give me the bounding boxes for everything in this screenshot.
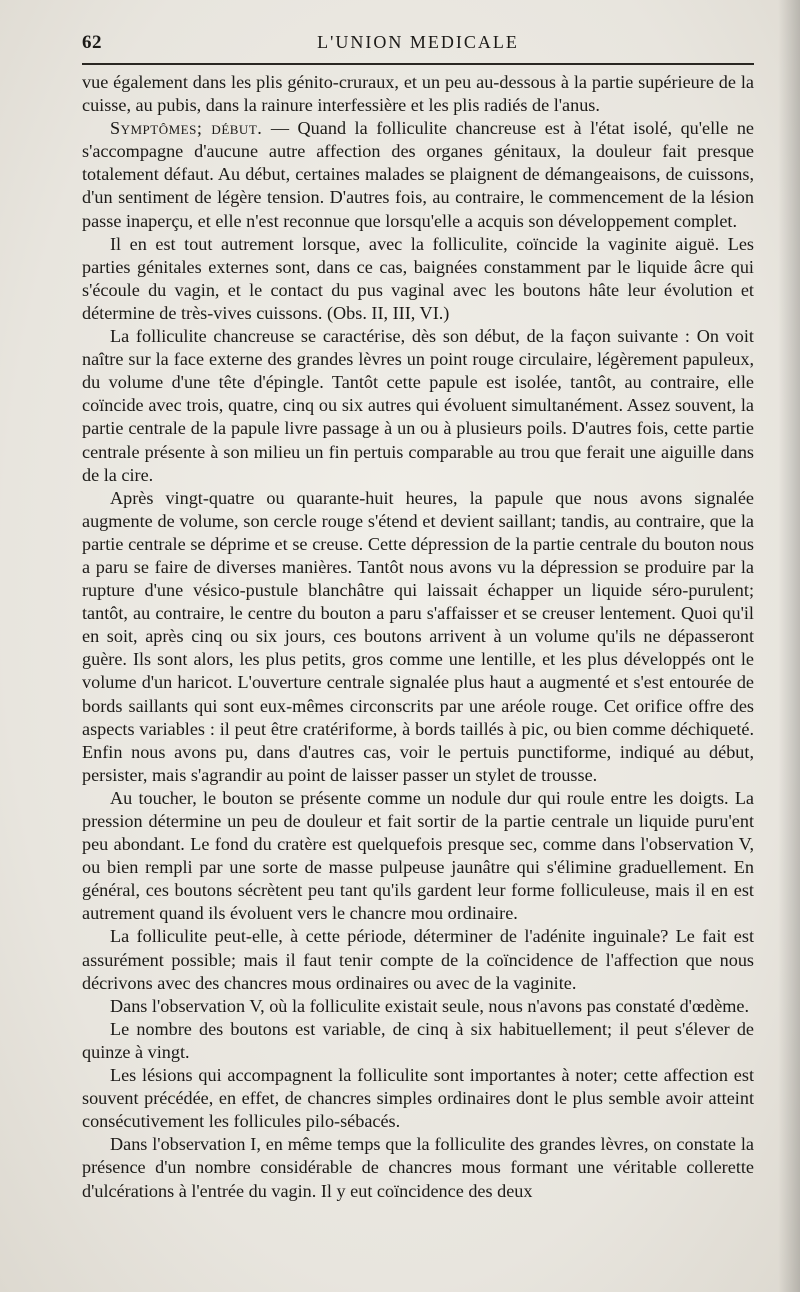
paragraph-5: Après vingt-quatre ou quarante-huit heures, la papule que nous avons signalée augmente de volume, son cercle rouge s'étend et devient saillant; tandis, au contraire, que la partie centrale se déprime et se creuse. Cette dépression de la partie centrale du bouton nous a paru se faire de diverses manières. Tantôt nous avons vu la dépression se produire par la rupture d'une vésico-pustule blanchâtre qui laissait échapper un liquide séro-purulent; tantôt, au contraire, le centre du bouton a paru s'affaisser et se creuser lentement. Quoi qu'il en soit, après cinq ou six jours, ces boutons arrivent à un volume qu'ils ne dépasseront guère. Ils sont alors, les plus petits, gros comme une lentille, et les plus développés ont le volume d'un haricot. L'ouverture centrale signalée plus haut a augmenté et s'est entourée de bords saillants qui sont eux-mêmes circonscrits par une aréole rouge. Cet orifice offre des aspects variables : il peut être cratériforme, à bords taillés à pic, ou bien comme déchiqueté. Enfin nous avons pu, dans d'autres cas, voir le pertuis punctiforme, indiqué au début, persister, mais s'agrandir au point de laisser passer un stylet de trousse.	[82, 487, 754, 785]
paragraph-7: La folliculite peut-elle, à cette période, déterminer de l'adénite inguinale? Le fait est assurément possible; mais il faut tenir compte de la coïncidence de l'affection que nous décrivons avec des chancres mous ordinaires ou avec de la vaginite.	[82, 926, 754, 993]
running-head: L'UNION MEDICALE	[317, 32, 519, 52]
page-edge-shadow	[778, 0, 800, 1292]
header-rule	[82, 63, 754, 65]
paragraph-10: Les lésions qui accompagnent la folliculite sont importantes à noter; cette affection est souvent précédée, en effet, de chancres simples ordinaires dont le plus semble avoir atteint consécutivement les follicules pilo-sébacés.	[82, 1065, 754, 1132]
paragraph-2-text: — Quand la folliculite chancreuse est à l'état isolé, qu'elle ne s'accompagne d'aucune autre affection des organes génitaux, la douleur fait presque totalement défaut. Au début, certaines malades se plaignent de démangeaisons, de cuissons, d'un sentiment de légère tension. D'autres fois, au contraire, le commencement de la lésion passe inaperçu, et elle n'est reconnue que lorsqu'elle a acquis son développement complet.	[82, 118, 754, 231]
paragraph-11: Dans l'observation I, en même temps que la folliculite des grandes lèvres, on constate la présence d'un nombre considérable de chancres mous formant une véritable collerette d'ulcérations à l'entrée du vagin. Il y eut coïncidence des deux	[82, 1134, 754, 1201]
paragraph-2	[82, 117, 754, 232]
paragraph-8: Dans l'observation V, où la folliculite existait seule, nous n'avons pas constaté d'œdème.	[110, 995, 750, 1016]
page-header	[82, 32, 754, 58]
paragraph-6: Au toucher, le bouton se présente comme un nodule dur qui roule entre les doigts. La pression détermine un peu de douleur et fait sortir de la partie centrale un liquide puru'ent peu abondant. Le fond du cratère est quelquefois presque sec, comme dans l'observation V, ou bien rempli par une sorte de masse pulpeuse jaunâtre qui s'élimine graduellement. En général, ces boutons sécrètent peu tant qu'ils gardent leur forme folliculeuse, mais il en est autrement quand ils évoluent vers le chancre mou ordinaire.	[82, 787, 754, 924]
section-heading: Symptômes; début.	[110, 118, 263, 139]
body-text	[82, 71, 754, 1203]
paragraph-1: vue également dans les plis génito-cruraux, et un peu au-dessous à la partie supérieure de la cuisse, au pubis, dans la rainure interfessière et les plis radiés de l'anus.	[82, 72, 754, 116]
paragraph-9: Le nombre des boutons est variable, de cinq à six habituellement; il peut s'élever de quinze à vingt.	[82, 1018, 754, 1062]
paragraph-4: La folliculite chancreuse se caractérise, dès son début, de la façon suivante : On voit naître sur la face externe des grandes lèvres un point rouge circulaire, légèrement papuleux, du volume d'une tête d'épingle. Tantôt cette papule est isolée, tantôt, au contraire, elle coïncide avec trois, quatre, cinq ou six autres qui évoluent simultanément. Assez souvent, la partie centrale de la papule livre passage à un ou à plusieurs poils. D'autres fois, cette partie centrale présente à son milieu un fin pertuis comparable au trou que ferait une aiguille dans de la cire.	[82, 326, 754, 485]
page-number: 62	[82, 32, 102, 53]
paragraph-3: Il en est tout autrement lorsque, avec la folliculite, coïncide la vaginite aiguë. Les parties génitales externes sont, dans ce cas, baignées constamment par le liquide âcre qui s'écoule du vagin, et le contact du pus vaginal avec les boutons hâte leur évolution et détermine de très-vives cuissons. (Obs. II, III, VI.)	[82, 233, 754, 323]
